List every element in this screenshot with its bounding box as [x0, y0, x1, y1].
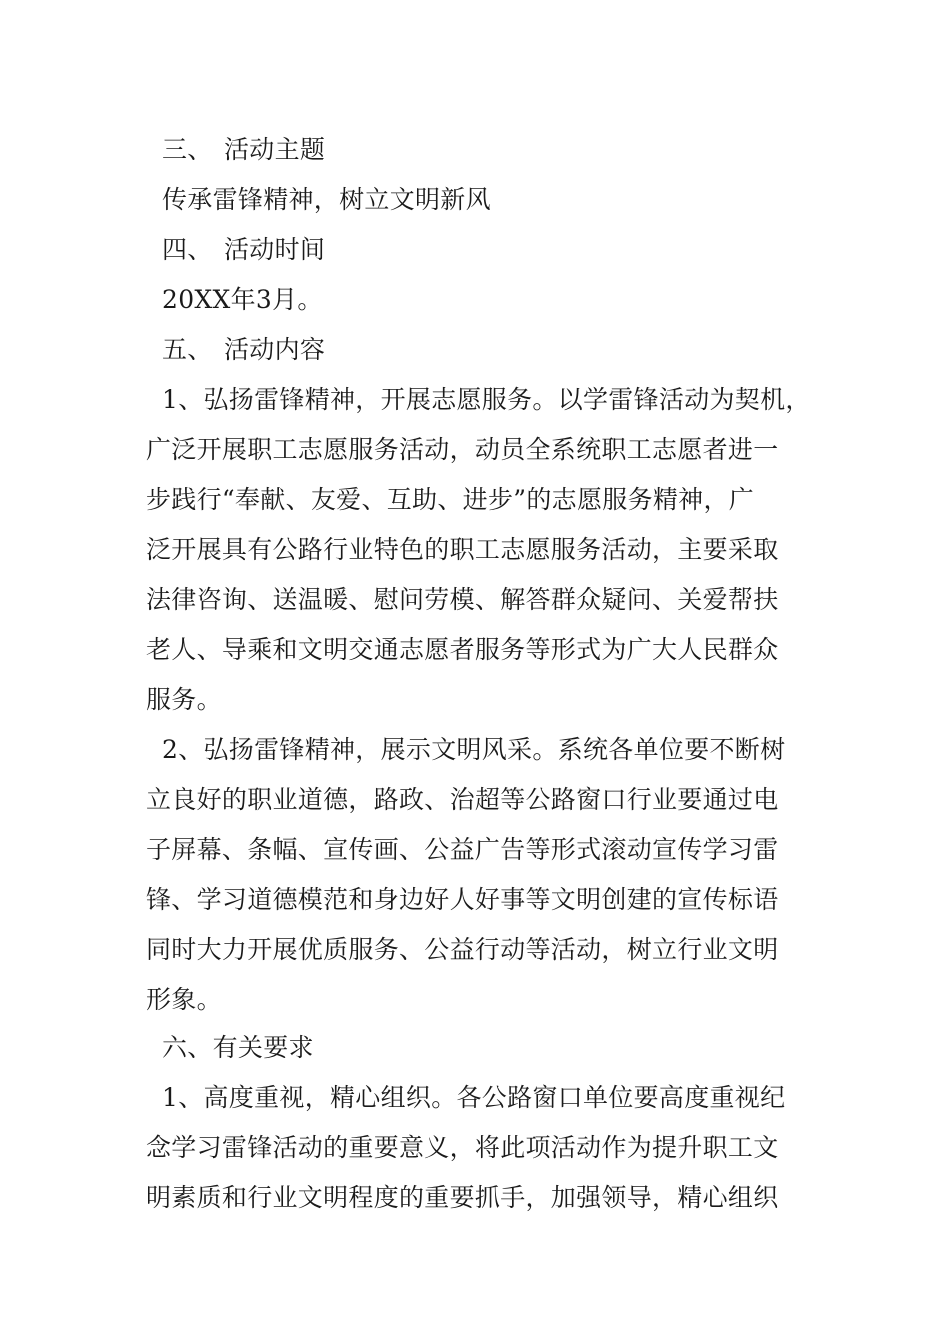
- section-5-heading: [162, 335, 832, 365]
- paragraph-line: 1、高度重视，精心组织。各公路窗口单位要高度重视纪: [162, 1083, 786, 1112]
- paragraph-line: 广泛开展职工志愿服务活动，动员全系统职工志愿者进一: [146, 435, 779, 464]
- section-4-heading: [162, 235, 832, 265]
- paragraph-line: 形象。: [146, 985, 222, 1014]
- section-6-heading: 六、有关要求: [162, 1033, 314, 1062]
- paragraph-line: 子屏幕、条幅、宣传画、公益广告等形式滚动宣传学习雷: [146, 835, 779, 864]
- paragraph-line: 服务。: [146, 685, 222, 714]
- paragraph-line: 念学习雷锋活动的重要意义，将此项活动作为提升职工文: [146, 1133, 779, 1162]
- section-5-number: 五、: [162, 335, 213, 364]
- paragraph-line: 同时大力开展优质服务、公益行动等活动，树立行业文明: [146, 935, 779, 964]
- section-3-heading: [162, 135, 832, 165]
- paragraph-line: 步践行“奉献、友爱、互助、进步”的志愿服务精神，广: [146, 485, 755, 514]
- section-4-title: 活动时间: [224, 235, 326, 264]
- section-4-body: 20XX年3月。: [162, 285, 323, 314]
- paragraph-line: 明素质和行业文明程度的重要抓手，加强领导，精心组织: [146, 1183, 779, 1212]
- section-3-number: 三、: [162, 135, 213, 164]
- paragraph-line: 法律咨询、送温暖、慰问劳模、解答群众疑问、关爱帮扶: [146, 585, 779, 614]
- paragraph-line: 立良好的职业道德，路政、治超等公路窗口行业要通过电: [146, 785, 779, 814]
- paragraph-line: 老人、导乘和文明交通志愿者服务等形式为广大人民群众: [146, 635, 779, 664]
- section-5-title: 活动内容: [224, 335, 326, 364]
- section-4-number: 四、: [162, 235, 213, 264]
- paragraph-line: 2、弘扬雷锋精神，展示文明风采。系统各单位要不断树: [162, 735, 786, 764]
- paragraph-line: 1、弘扬雷锋精神，开展志愿服务。以学雷锋活动为契机，: [162, 385, 811, 414]
- section-3-body: 传承雷锋精神，树立文明新风: [162, 185, 491, 214]
- section-3-title: 活动主题: [224, 135, 326, 164]
- paragraph-line: 泛开展具有公路行业特色的职工志愿服务活动，主要采取: [146, 535, 779, 564]
- paragraph-line: 锋、学习道德模范和身边好人好事等文明创建的宣传标语: [146, 885, 779, 914]
